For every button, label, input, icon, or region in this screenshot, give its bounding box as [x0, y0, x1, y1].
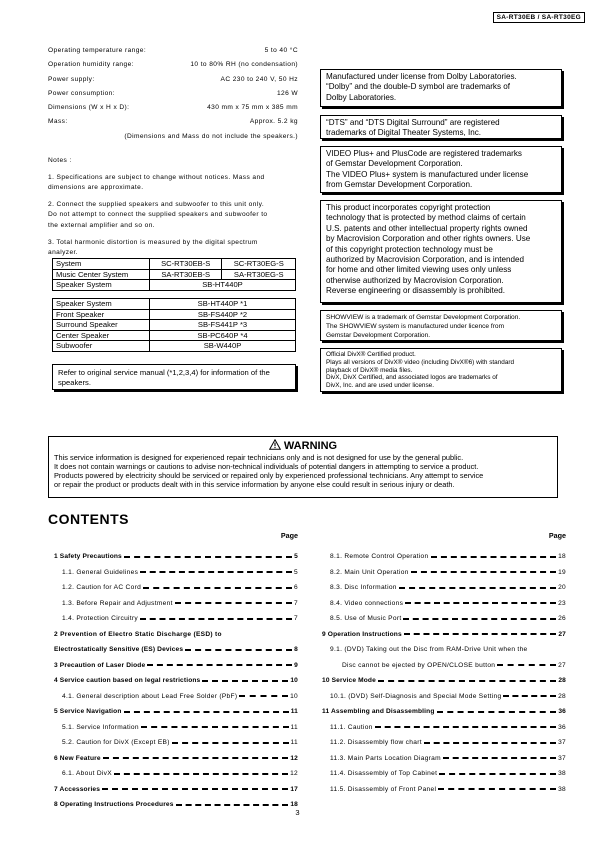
toc-entry[interactable]	[322, 704, 566, 720]
toc-page-number: 9	[294, 661, 298, 669]
license-line: Dolby Laboratories.	[326, 92, 397, 102]
toc-entry-title: 11.2. Disassembly flow chart	[330, 739, 422, 747]
toc-entry[interactable]	[322, 596, 566, 612]
toc-page-number: 7	[294, 615, 298, 623]
toc-leader	[239, 695, 288, 697]
toc-entry[interactable]	[322, 689, 566, 705]
spec-row	[48, 75, 298, 89]
toc-leader	[437, 711, 557, 713]
toc-page-number: 18	[290, 801, 298, 809]
toc-leader	[424, 742, 556, 744]
toc-page-number: 7	[294, 599, 298, 607]
toc-page-number: 36	[558, 708, 566, 716]
toc-page-number: 10	[290, 692, 298, 700]
table-cell: Speaker System	[53, 280, 150, 291]
table-cell: SB-W440P	[150, 341, 296, 352]
toc-entry[interactable]	[322, 580, 566, 596]
toc-leader	[497, 664, 556, 666]
spec-row	[48, 103, 298, 117]
toc-entry[interactable]	[54, 720, 298, 736]
toc-leader	[399, 587, 556, 589]
toc-entry-title: 7 Accessories	[54, 785, 101, 793]
toc-entry[interactable]	[54, 766, 298, 782]
toc-entry-title: 8 Operating Instructions Procedures	[54, 801, 174, 809]
license-line: DivX, DivX Certified, and associated logos are trademarks of	[326, 374, 498, 382]
table-row	[53, 341, 296, 352]
table-row	[53, 269, 296, 280]
notes-title: Notes :	[48, 157, 72, 164]
license-line: Gemstar Development Corporation.	[326, 332, 431, 339]
toc-entry[interactable]	[54, 596, 298, 612]
note-line: 1. Specifications are subject to change without notices. Mass and	[48, 173, 265, 181]
toc-entry[interactable]	[322, 720, 566, 736]
table-row	[53, 309, 296, 320]
toc-leader	[438, 788, 556, 790]
license-line: authorized by Macrovision Corporation, and is intended	[326, 255, 524, 265]
toc-page-number: 12	[290, 754, 298, 762]
toc-page-number: 8	[294, 646, 298, 654]
spec-value: 5 to 40 °C	[264, 47, 298, 54]
toc-entry-title: 8.1. Remote Control Operation	[330, 553, 429, 561]
toc-entry-title: 2 Prevention of Electro Static Discharge (ESD) to	[54, 630, 222, 638]
divx-license-box	[320, 348, 562, 392]
note-item	[48, 238, 308, 259]
toc-page-number: 11	[290, 723, 298, 731]
table-row	[53, 259, 296, 270]
warning-title	[54, 439, 552, 452]
toc-entry[interactable]	[322, 766, 566, 782]
toc-entry-title: 5.2. Caution for DivX (Except EB)	[62, 739, 170, 747]
spec-value: 126 W	[276, 89, 298, 97]
table-cell: Music Center System	[53, 269, 150, 280]
license-line: by Macrovision Corporation and other rights owners. Use	[326, 234, 531, 244]
toc-page-number: 28	[558, 677, 566, 685]
model-code-header: SA-RT30EB / SA-RT30EG	[493, 12, 585, 23]
toc-page-number: 37	[558, 739, 566, 747]
toc-page-number: 5	[294, 553, 298, 561]
toc-entry[interactable]	[54, 549, 298, 565]
table-cell: System	[53, 259, 150, 270]
notes-list	[48, 173, 308, 259]
toc-leader	[411, 571, 556, 573]
toc-entry-title: 1.3. Before Repair and Adjustment	[62, 599, 173, 607]
toc-leader	[404, 633, 557, 635]
table-row	[53, 330, 296, 341]
toc-entry-title: 9 Operation Instructions	[322, 630, 402, 638]
toc-entry[interactable]	[54, 782, 298, 798]
toc-entry-title: 1.1. General Guidelines	[62, 568, 139, 576]
toc-entry-title: 8.2. Main Unit Operation	[330, 568, 409, 576]
toc-page-number: 11	[290, 708, 298, 716]
spec-value: Approx. 5.2 kg	[249, 118, 298, 126]
toc-leader	[185, 649, 292, 651]
toc-entry-title: 6.1. About DivX	[62, 770, 112, 778]
toc-entry[interactable]	[54, 627, 298, 643]
license-line: The VIDEO Plus+ system is manufactured under license	[326, 169, 529, 179]
toc-entry[interactable]	[322, 611, 566, 627]
spec-label: Operation humidity range:	[48, 61, 134, 69]
showview-license-box	[320, 310, 562, 341]
toc-leader	[431, 556, 557, 558]
table-row	[53, 280, 296, 291]
spec-label: Operating temperature range:	[48, 47, 147, 54]
table-cell: Center Speaker	[53, 330, 150, 341]
macrovision-license-box	[320, 200, 562, 303]
warning-title-text: WARNING	[283, 440, 338, 452]
spec-value: AC 230 to 240 V, 50 Hz	[220, 75, 298, 83]
table-row	[53, 320, 296, 331]
toc-page-number: 20	[558, 584, 566, 592]
toc-page-number: 27	[558, 630, 566, 638]
toc-entry-title: 1 Safety Precautions	[54, 553, 122, 561]
license-line: of Gemstar Development Corporation.	[326, 159, 463, 169]
toc-entry-title: 11.3. Main Parts Location Diagram	[330, 754, 441, 762]
toc-leader	[176, 804, 289, 806]
license-line: Reverse engineering or disassembly is prohibited.	[326, 286, 506, 296]
toc-entry-title: 5.1. Service Information	[62, 723, 139, 731]
license-line: Plays all versions of DivX® video (including DivX®6) with standard	[326, 358, 515, 366]
spec-list	[48, 46, 298, 132]
refer-line: speakers.	[58, 377, 91, 387]
table-cell: SB-HT440P	[150, 280, 296, 291]
license-line: U.S. patents and other intellectual property rights owned	[326, 223, 528, 233]
warning-box	[48, 436, 558, 498]
toc-leader	[147, 664, 292, 666]
note-line: Do not attempt to connect the supplied speakers and subwoofer to	[48, 211, 268, 219]
table-cell: Speaker System	[53, 299, 150, 310]
toc-left-column	[54, 531, 298, 813]
spec-row	[48, 60, 298, 74]
toc-entry[interactable]	[322, 735, 566, 751]
toc-page-number: 5	[294, 568, 298, 576]
toc-entry[interactable]	[322, 658, 566, 674]
toc-leader	[439, 773, 556, 775]
toc-leader	[405, 602, 556, 604]
toc-page-number: 12	[290, 770, 298, 778]
toc-entry-title: 3 Precaution of Laser Diode	[54, 661, 146, 669]
toc-page-heading: Page	[280, 531, 298, 540]
toc-entry-title: 1.2. Caution for AC Cord	[62, 584, 142, 592]
toc-leader	[443, 757, 556, 759]
contents-title: CONTENTS	[48, 511, 129, 527]
toc-entry[interactable]	[54, 673, 298, 689]
note-line: 2. Connect the supplied speakers and subwoofer to this unit only.	[48, 201, 265, 208]
toc-leader	[141, 726, 289, 728]
toc-entry[interactable]	[322, 565, 566, 581]
spec-row	[48, 117, 298, 131]
license-line: VIDEO Plus+ and PlusCode are registered trademarks	[326, 149, 522, 158]
toc-leader	[172, 742, 289, 744]
toc-leader	[375, 726, 556, 728]
toc-page-number: 11	[290, 739, 298, 747]
license-line: “DTS” and “DTS Digital Surround” are registered	[326, 118, 500, 127]
license-line: The SHOWVIEW system is manufactured under licence from	[326, 323, 505, 330]
table-cell: SB-HT440P *1	[150, 299, 296, 310]
toc-leader	[143, 587, 292, 589]
specifications	[48, 46, 298, 142]
license-line: This product incorporates copyright protection	[326, 203, 491, 212]
toc-right-list	[322, 549, 566, 797]
spec-row	[48, 46, 298, 60]
spec-value: 430 mm x 75 mm x 385 mm	[207, 104, 298, 112]
license-line: for home and other limited viewing uses only unless	[326, 265, 512, 275]
toc-page-number: 38	[558, 785, 566, 793]
license-line: playback of DivX® media files.	[326, 366, 413, 374]
toc-page-number: 23	[558, 599, 566, 607]
table-cell: SC-RT30EG-S	[222, 259, 296, 270]
note-line: dimensions are approximate.	[48, 184, 144, 192]
license-line: Manufactured under license from Dolby Laboratories.	[326, 72, 517, 81]
toc-entry-title: 10 Service Mode	[322, 677, 376, 685]
table-cell: SA-RT30EG-S	[222, 269, 296, 280]
toc-page-number: 19	[558, 568, 566, 576]
toc-entry[interactable]	[322, 673, 566, 689]
license-line: trademarks of Digital Theater Systems, Inc.	[326, 128, 482, 138]
toc-leader	[403, 618, 556, 620]
license-line: SHOWVIEW is a trademark of Gemstar Development Corporation.	[326, 314, 521, 321]
toc-leader	[102, 788, 288, 790]
toc-entry[interactable]	[54, 704, 298, 720]
toc-page-number: 17	[290, 785, 298, 793]
warning-line: or repair the product or products dealt with in this service information by anyone else could result in serious injury or death.	[54, 480, 455, 490]
toc-entry[interactable]	[54, 580, 298, 596]
toc-entry-title: 5 Service Navigation	[54, 708, 122, 716]
warning-line: It does not contain warnings or cautions to advise non-technical individuals of potential dangers in attempting to service a product.	[54, 462, 479, 472]
toc-entry-title: 6 New Feature	[54, 754, 101, 762]
toc-leader	[378, 680, 556, 682]
toc-entry[interactable]	[54, 751, 298, 767]
dolby-license-box	[320, 69, 562, 107]
toc-page-number: 36	[558, 723, 566, 731]
toc-entry[interactable]	[322, 642, 566, 658]
dts-license-box	[320, 115, 562, 139]
toc-page-number: 26	[558, 615, 566, 623]
note-line: the external amplifier and so on.	[48, 221, 156, 229]
table-row	[53, 299, 296, 310]
license-line: Official DivX® Certified product.	[326, 351, 416, 358]
table-cell: SB-PC640P *4	[150, 330, 296, 341]
toc-page-heading: Page	[548, 531, 566, 540]
notes	[48, 156, 308, 258]
speaker-table	[52, 298, 296, 352]
table-cell: Subwoofer	[53, 341, 150, 352]
toc-leader	[175, 602, 292, 604]
toc-entry[interactable]	[322, 751, 566, 767]
license-line: of this copyright protection technology must be	[326, 244, 493, 254]
table-cell: SC-RT30EB-S	[150, 259, 222, 270]
toc-entry-title: 9.1. (DVD) Taking out the Disc from RAM-Drive Unit when the	[330, 646, 528, 653]
toc-entry[interactable]	[54, 689, 298, 705]
toc-leader	[124, 556, 292, 558]
spec-label: Dimensions (W x H x D):	[48, 104, 130, 112]
toc-entry-title: 11.4. Disassembly of Top Cabinet	[330, 770, 438, 778]
toc-page-number: 27	[558, 661, 566, 669]
toc-entry-title: Electrostatically Sensitive (ES) Devices	[54, 646, 184, 654]
toc-page-number: 38	[558, 770, 566, 778]
toc-page-number: 37	[558, 754, 566, 762]
license-line: DivX, Inc. and are used under license.	[326, 382, 434, 390]
toc-entry[interactable]	[54, 611, 298, 627]
toc-leader	[140, 571, 292, 573]
videoplus-license-box	[320, 146, 562, 193]
toc-page-number: 6	[294, 584, 298, 592]
spec-label: Mass:	[48, 118, 68, 126]
toc-page-number: 10	[290, 677, 298, 685]
warning-icon	[269, 439, 281, 450]
toc-leader	[202, 680, 288, 682]
page-number: 3	[295, 808, 300, 817]
toc-right-column	[322, 531, 566, 797]
table-cell: Surround Speaker	[53, 320, 150, 331]
toc-entry-title: 10.1. (DVD) Self-Diagnosis and Special Mode Setting	[330, 692, 502, 700]
toc-leader	[114, 773, 288, 775]
toc-entry[interactable]	[54, 735, 298, 751]
toc-entry-title: 4.1. General description about Lead Free Solder (PbF)	[62, 692, 238, 700]
toc-leader	[140, 618, 292, 620]
warning-line: This service information is designed for experienced repair technicians only and is not designed for use by the general public.	[54, 453, 464, 462]
license-line: from Gemstar Development Corporation.	[326, 180, 473, 190]
table-cell: SA-RT30EB-S	[150, 269, 222, 280]
toc-entry[interactable]	[54, 658, 298, 674]
spec-value: 10 to 80% RH (no condensation)	[190, 61, 298, 69]
note-line: 3. Total harmonic distortion is measured by the digital spectrum	[48, 238, 258, 246]
toc-entry[interactable]	[322, 782, 566, 798]
note-item	[48, 173, 308, 194]
note-item	[48, 200, 308, 231]
toc-entry-title: 8.4. Video connections	[330, 599, 404, 607]
toc-page-number: 18	[558, 553, 566, 561]
toc-entry-title: 11.1. Caution	[330, 723, 373, 731]
refer-line: Refer to original service manual (*1,2,3,4) for information of the	[58, 368, 270, 377]
license-line: otherwise authorized by Macrovision Corporation.	[326, 275, 504, 285]
refer-note-box	[52, 364, 296, 390]
toc-entry-title: 1.4. Protection Circuitry	[62, 615, 139, 623]
toc-entry-title: 4 Service caution based on legal restrictions	[54, 677, 201, 685]
toc-page-number: 28	[558, 692, 566, 700]
toc-entry[interactable]	[54, 642, 298, 658]
warning-line: Products powered by electricity should be serviced or repaired only by experienced professional technicians. Any attempt to service	[54, 471, 484, 481]
spec-label: Power supply:	[48, 75, 95, 83]
toc-entry[interactable]	[322, 549, 566, 565]
toc-entry-title: 11.5. Disassembly of Front Panel	[330, 785, 437, 793]
spec-footnote: (Dimensions and Mass do not include the speakers.)	[124, 132, 298, 140]
toc-left-list	[54, 549, 298, 813]
toc-entry-title: 8.3. Disc Information	[330, 584, 397, 592]
toc-entry-title: Disc cannot be ejected by OPEN/CLOSE button	[342, 661, 496, 669]
toc-leader	[103, 757, 289, 759]
toc-leader	[503, 695, 556, 697]
table-cell: SB-FS441P *3	[150, 320, 296, 331]
toc-leader	[124, 711, 289, 713]
license-line: “Dolby” and the double-D symbol are trademarks of	[326, 82, 510, 92]
toc-entry[interactable]	[54, 565, 298, 581]
model-table	[52, 258, 296, 291]
table-cell: SB-FS440P *2	[150, 309, 296, 320]
license-line: technology that is protected by method claims of certain	[326, 213, 526, 223]
spec-label: Power consumption:	[48, 89, 115, 97]
table-cell: Front Speaker	[53, 309, 150, 320]
note-line: analyzer.	[48, 249, 78, 257]
toc-entry-title: 11 Assembling and Disassembling	[322, 708, 435, 716]
spec-row	[48, 89, 298, 103]
toc-entry-title: 8.5. Use of Music Port	[330, 615, 402, 623]
toc-entry[interactable]	[322, 627, 566, 643]
